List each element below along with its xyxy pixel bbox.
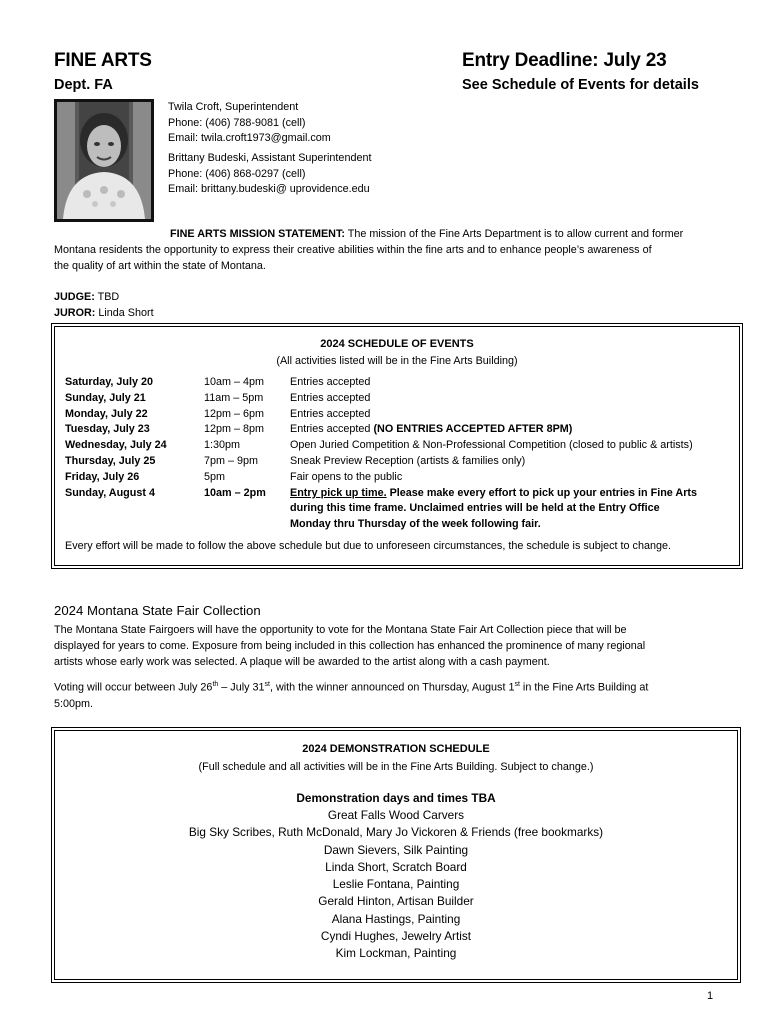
schedule-row	[65, 438, 697, 454]
schedule-time: 10am – 2pm	[204, 486, 266, 499]
voting-info	[54, 677, 744, 712]
schedule-row	[65, 422, 697, 438]
judge-label: JUDGE:	[54, 291, 95, 303]
schedule-day: Wednesday, July 24	[65, 439, 167, 452]
schedule-row	[65, 391, 697, 407]
demo-item: Alana Hastings, Painting	[331, 911, 461, 926]
judge-value: TBD	[94, 291, 120, 303]
demo-item: Gerald Hinton, Artisan Builder	[318, 894, 474, 909]
pickup-time-label: Entry pick up time.	[290, 486, 387, 499]
schedule-day: Sunday, August 4	[65, 486, 155, 499]
schedule-table	[65, 375, 697, 533]
voting-sup-st-2: st	[514, 681, 520, 688]
demo-item: Great Falls Wood Carvers	[327, 808, 465, 822]
collection-heading: 2024 Montana State Fair Collection	[54, 603, 261, 618]
schedule-day: Tuesday, July 23	[65, 423, 150, 436]
schedule-event-warning: (NO ENTRIES ACCEPTED AFTER 8PM)	[373, 423, 573, 436]
schedule-event: Sneak Preview Reception (artists & families only)	[290, 454, 526, 467]
demo-item: Kim Lockman, Painting	[335, 946, 457, 961]
demonstration-schedule-box	[54, 730, 738, 980]
demo-list	[55, 807, 737, 963]
page-title: FINE ARTS	[54, 50, 152, 71]
mission-text-1: The mission of the Fine Arts Department is to allow current and former	[344, 228, 684, 240]
assistant-name: Brittany Budeski, Assistant Superintendent	[168, 152, 372, 164]
mission-statement	[54, 226, 744, 274]
schedule-time: 11am – 5pm	[204, 391, 264, 404]
juror-value: Linda Short	[95, 307, 154, 319]
entry-deadline: Entry Deadline: July 23	[462, 50, 667, 71]
demo-days-heading: Demonstration days and times TBA	[296, 791, 496, 805]
see-schedule-note: See Schedule of Events for details	[462, 77, 699, 93]
voting-text-a: Voting will occur between July 26	[54, 681, 213, 694]
portrait-image	[57, 102, 151, 219]
collection-description	[54, 622, 744, 670]
judging-info	[54, 289, 154, 321]
assistant-phone: Phone: (406) 868-0297 (cell)	[168, 167, 306, 180]
page-number: 1	[707, 990, 714, 1002]
schedule-event: Entries accepted	[290, 376, 371, 388]
demo-item: Cyndi Hughes, Jewelry Artist	[320, 929, 472, 944]
demo-item: Big Sky Scribes, Ruth McDonald, Mary Jo Vickoren & Friends (free bookmarks)	[188, 825, 604, 840]
schedule-of-events-box	[54, 326, 740, 566]
voting-sup-st-1: st	[264, 681, 270, 688]
collection-line-2: displayed for years to come. Exposure from being included in this collection has enhanced the prominence of many regional	[54, 640, 646, 652]
schedule-event: Fair opens to the public	[290, 470, 403, 483]
schedule-event	[290, 486, 697, 533]
demo-item: Linda Short, Scratch Board	[325, 859, 467, 874]
superintendent-email[interactable]: Email: twila.croft1973@gmail.com	[168, 132, 331, 144]
schedule-time: 12pm – 8pm	[204, 423, 265, 436]
pickup-text-3: Monday thru Thursday of the week following fair.	[290, 518, 541, 531]
superintendent-photo	[54, 99, 154, 222]
juror-label: JUROR:	[54, 307, 96, 319]
schedule-day: Friday, July 26	[65, 470, 140, 483]
voting-line-2: 5:00pm.	[54, 697, 94, 710]
voting-text-b: – July 31	[218, 681, 265, 694]
schedule-subtitle: (All activities listed will be in the Fine Arts Building)	[276, 355, 518, 367]
superintendent-contact	[168, 100, 331, 147]
mission-text-3: the quality of art within the state of Montana.	[54, 260, 266, 272]
pickup-text-2: during this time frame. Unclaimed entries will be held at the Entry Office	[290, 502, 660, 515]
schedule-row	[65, 375, 697, 391]
schedule-event: Open Juried Competition & Non-Professional Competition (closed to public & artists)	[290, 439, 693, 452]
demo-title: 2024 DEMONSTRATION SCHEDULE	[302, 743, 490, 755]
superintendent-name: Twila Croft, Superintendent	[168, 101, 299, 113]
department-code: Dept. FA	[54, 77, 113, 93]
voting-text-d: in the Fine Arts Building at	[519, 681, 649, 694]
voting-sup-th: th	[212, 681, 219, 688]
collection-line-3: artists whose early work was selected. A plaque will be awarded to the artist along with a cash payment.	[54, 656, 550, 668]
schedule-time: 5pm	[204, 470, 226, 483]
assistant-email[interactable]: Email: brittany.budeski@ uprovidence.edu	[168, 183, 370, 195]
mission-label: FINE ARTS MISSION STATEMENT:	[170, 228, 345, 240]
schedule-disclaimer: Every effort will be made to follow the above schedule but due to unforeseen circumstances, the schedule is subject to change.	[65, 539, 671, 552]
assistant-contact	[168, 151, 371, 198]
schedule-day: Sunday, July 21	[65, 391, 146, 404]
schedule-time: 10am – 4pm	[204, 376, 265, 388]
schedule-time: 12pm – 6pm	[204, 407, 265, 420]
schedule-day: Monday, July 22	[65, 407, 148, 420]
schedule-row	[65, 486, 697, 533]
schedule-day: Saturday, July 20	[65, 376, 154, 388]
schedule-row	[65, 470, 697, 486]
voting-text-c: , with the winner announced on Thursday, August 1	[269, 681, 515, 694]
schedule-time: 1:30pm	[204, 439, 241, 452]
collection-line-1: The Montana State Fairgoers will have the opportunity to vote for the Montana State Fair Art Collection piece that will be	[54, 624, 627, 636]
schedule-title: 2024 SCHEDULE OF EVENTS	[320, 338, 474, 350]
schedule-row	[65, 454, 697, 470]
demo-item: Dawn Sievers, Silk Painting	[323, 842, 469, 857]
schedule-day: Thursday, July 25	[65, 454, 156, 467]
schedule-event	[290, 422, 697, 438]
schedule-event: Entries accepted	[290, 391, 371, 404]
schedule-row	[65, 407, 697, 423]
demo-item: Leslie Fontana, Painting	[332, 877, 460, 892]
mission-text-2: Montana residents the opportunity to express their creative abilities within the fine arts and to enhance people’s awareness of	[54, 244, 652, 256]
pickup-text-1: Please make every effort to pick up your entries in Fine Arts	[386, 486, 698, 499]
schedule-time: 7pm – 9pm	[204, 454, 259, 467]
schedule-event: Entries accepted	[290, 407, 371, 420]
demo-subtitle: (Full schedule and all activities will be in the Fine Arts Building. Subject to change.)	[198, 761, 594, 773]
superintendent-phone: Phone: (406) 788-9081 (cell)	[168, 116, 306, 129]
schedule-event-text: Entries accepted	[290, 423, 374, 436]
